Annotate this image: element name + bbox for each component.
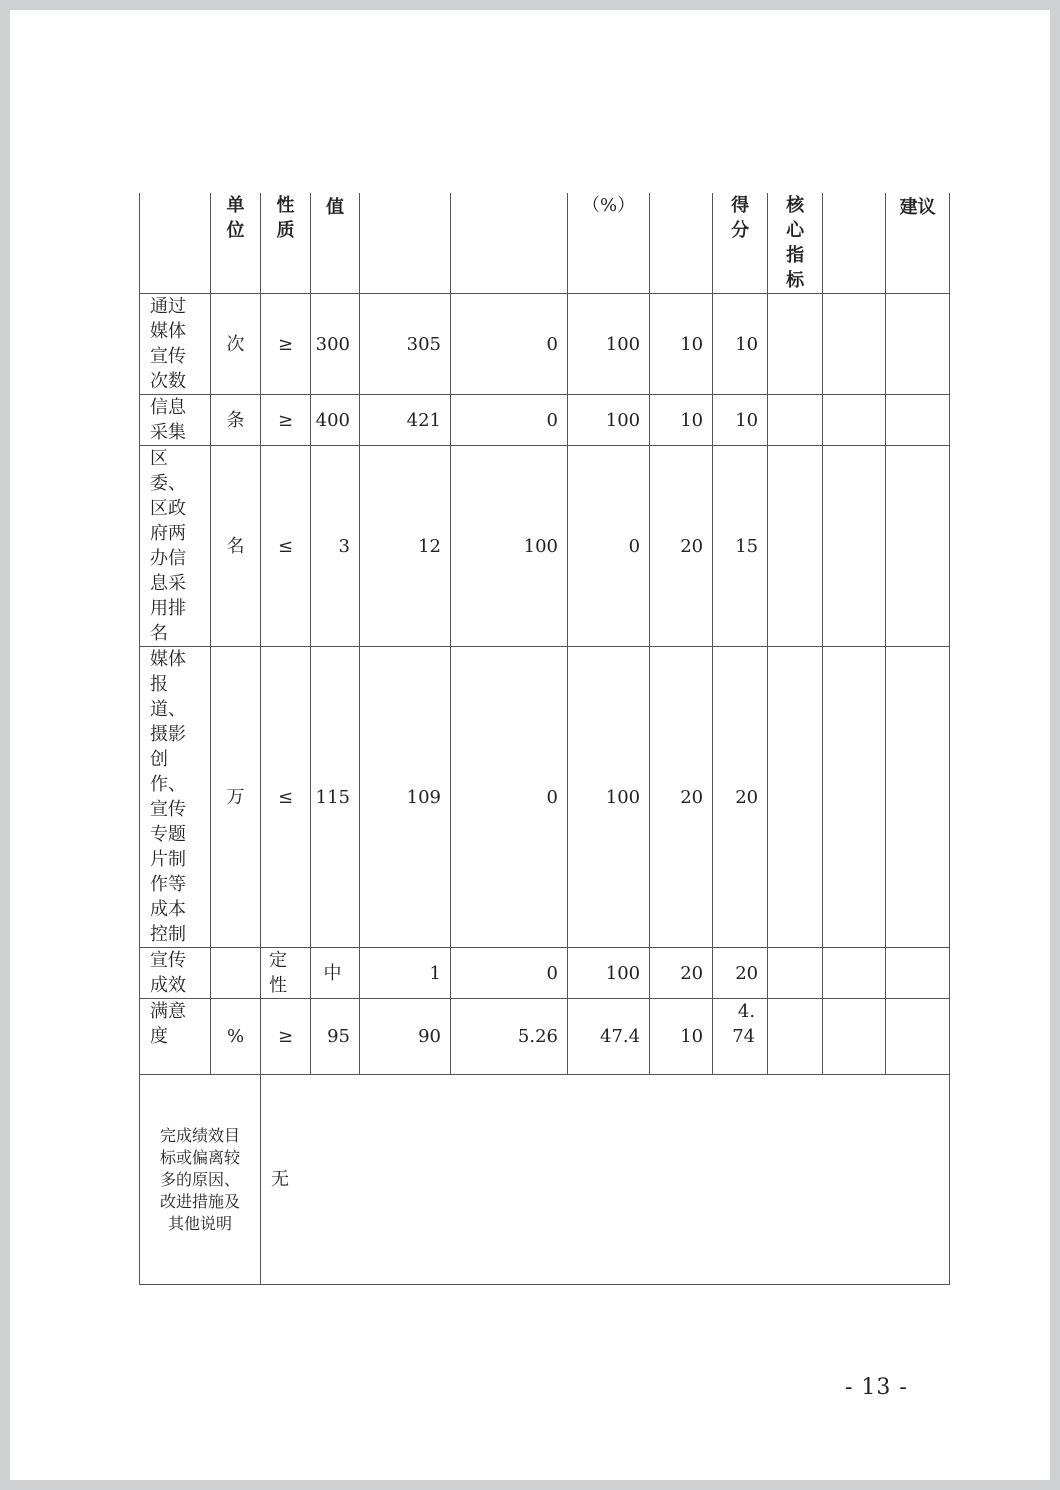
deviation-cell: 100 — [451, 446, 568, 647]
actual-value-cell: 421 — [360, 395, 451, 446]
table-row — [140, 647, 950, 948]
table-row — [140, 999, 950, 1075]
deviation-cell: 0 — [451, 395, 568, 446]
target-value-cell: 300 — [311, 294, 360, 395]
completion-rate-cell: 47.4 — [568, 999, 650, 1075]
table-row — [140, 948, 950, 999]
core-indicator-cell — [768, 647, 823, 948]
blank-cell — [823, 647, 886, 948]
unit-cell: 条 — [211, 395, 261, 446]
unit-cell: 名 — [211, 446, 261, 647]
nature-cell: 定性 — [261, 948, 311, 999]
target-value-cell: 中 — [311, 948, 360, 999]
blank-cell — [823, 948, 886, 999]
completion-rate-cell: 100 — [568, 948, 650, 999]
unit-cell: 万 — [211, 647, 261, 948]
table-row — [140, 395, 950, 446]
score-cell: 20 — [713, 647, 768, 948]
completion-rate-cell: 0 — [568, 446, 650, 647]
actual-value-cell: 90 — [360, 999, 451, 1075]
target-value-cell: 115 — [311, 647, 360, 948]
header-suggestion: 建议 — [886, 193, 950, 294]
header-value: 值 — [311, 193, 360, 294]
score-cell: 10 — [713, 395, 768, 446]
score-cell: 10 — [713, 294, 768, 395]
performance-table — [139, 193, 950, 1285]
unit-cell: 次 — [211, 294, 261, 395]
remark-row — [140, 1075, 950, 1285]
nature-cell: ≥ — [261, 294, 311, 395]
suggestion-cell — [886, 948, 950, 999]
actual-value-cell: 305 — [360, 294, 451, 395]
table-row — [140, 446, 950, 647]
completion-rate-cell: 100 — [568, 395, 650, 446]
header-score: 得分 — [713, 193, 768, 294]
nature-cell: ≤ — [261, 446, 311, 647]
score-cell: 20 — [713, 948, 768, 999]
weight-cell: 10 — [650, 395, 713, 446]
blank-cell — [823, 999, 886, 1075]
deviation-cell: 5.26 — [451, 999, 568, 1075]
page-number: - 13 - — [845, 1375, 908, 1400]
indicator-name: 宣传成效 — [140, 948, 211, 999]
target-value-cell: 3 — [311, 446, 360, 647]
remark-value: 无 — [261, 1075, 950, 1285]
target-value-cell: 400 — [311, 395, 360, 446]
actual-value-cell: 1 — [360, 948, 451, 999]
score-cell: 4.74 — [713, 999, 768, 1075]
nature-cell: ≥ — [261, 999, 311, 1075]
suggestion-cell — [886, 294, 950, 395]
indicator-name: 满意度 — [140, 999, 211, 1075]
indicator-name: 区委、区政府两办信息采用排名 — [140, 446, 211, 647]
completion-rate-cell: 100 — [568, 647, 650, 948]
header-nature: 性质 — [261, 193, 311, 294]
blank-cell — [823, 395, 886, 446]
core-indicator-cell — [768, 294, 823, 395]
nature-cell: ≤ — [261, 647, 311, 948]
score-cell: 15 — [713, 446, 768, 647]
weight-cell: 20 — [650, 948, 713, 999]
deviation-cell: 0 — [451, 647, 568, 948]
suggestion-cell — [886, 395, 950, 446]
blank-cell — [823, 294, 886, 395]
indicator-name: 媒体报道、摄影创作、宣传专题片制作等成本控制 — [140, 647, 211, 948]
header-unit: 单位 — [211, 193, 261, 294]
deviation-cell: 0 — [451, 294, 568, 395]
completion-rate-cell: 100 — [568, 294, 650, 395]
actual-value-cell: 109 — [360, 647, 451, 948]
nature-cell: ≥ — [261, 395, 311, 446]
document-page — [10, 10, 1050, 1480]
core-indicator-cell — [768, 948, 823, 999]
table-row — [140, 294, 950, 395]
actual-value-cell: 12 — [360, 446, 451, 647]
core-indicator-cell — [768, 446, 823, 647]
table-header-row — [140, 193, 950, 294]
suggestion-cell — [886, 999, 950, 1075]
weight-cell: 10 — [650, 999, 713, 1075]
remark-label: 完成绩效目标或偏离较多的原因、改进措施及其他说明 — [140, 1075, 261, 1285]
weight-cell: 20 — [650, 446, 713, 647]
header-percent: （%） — [568, 193, 650, 294]
suggestion-cell — [886, 446, 950, 647]
core-indicator-cell — [768, 999, 823, 1075]
deviation-cell: 0 — [451, 948, 568, 999]
indicator-name: 通过媒体宣传次数 — [140, 294, 211, 395]
indicator-name: 信息采集 — [140, 395, 211, 446]
core-indicator-cell — [768, 395, 823, 446]
target-value-cell: 95 — [311, 999, 360, 1075]
suggestion-cell — [886, 647, 950, 948]
blank-cell — [823, 446, 886, 647]
weight-cell: 10 — [650, 294, 713, 395]
weight-cell: 20 — [650, 647, 713, 948]
unit-cell: % — [211, 999, 261, 1075]
header-core-indicator: 核心指标 — [768, 193, 823, 294]
unit-cell — [211, 948, 261, 999]
